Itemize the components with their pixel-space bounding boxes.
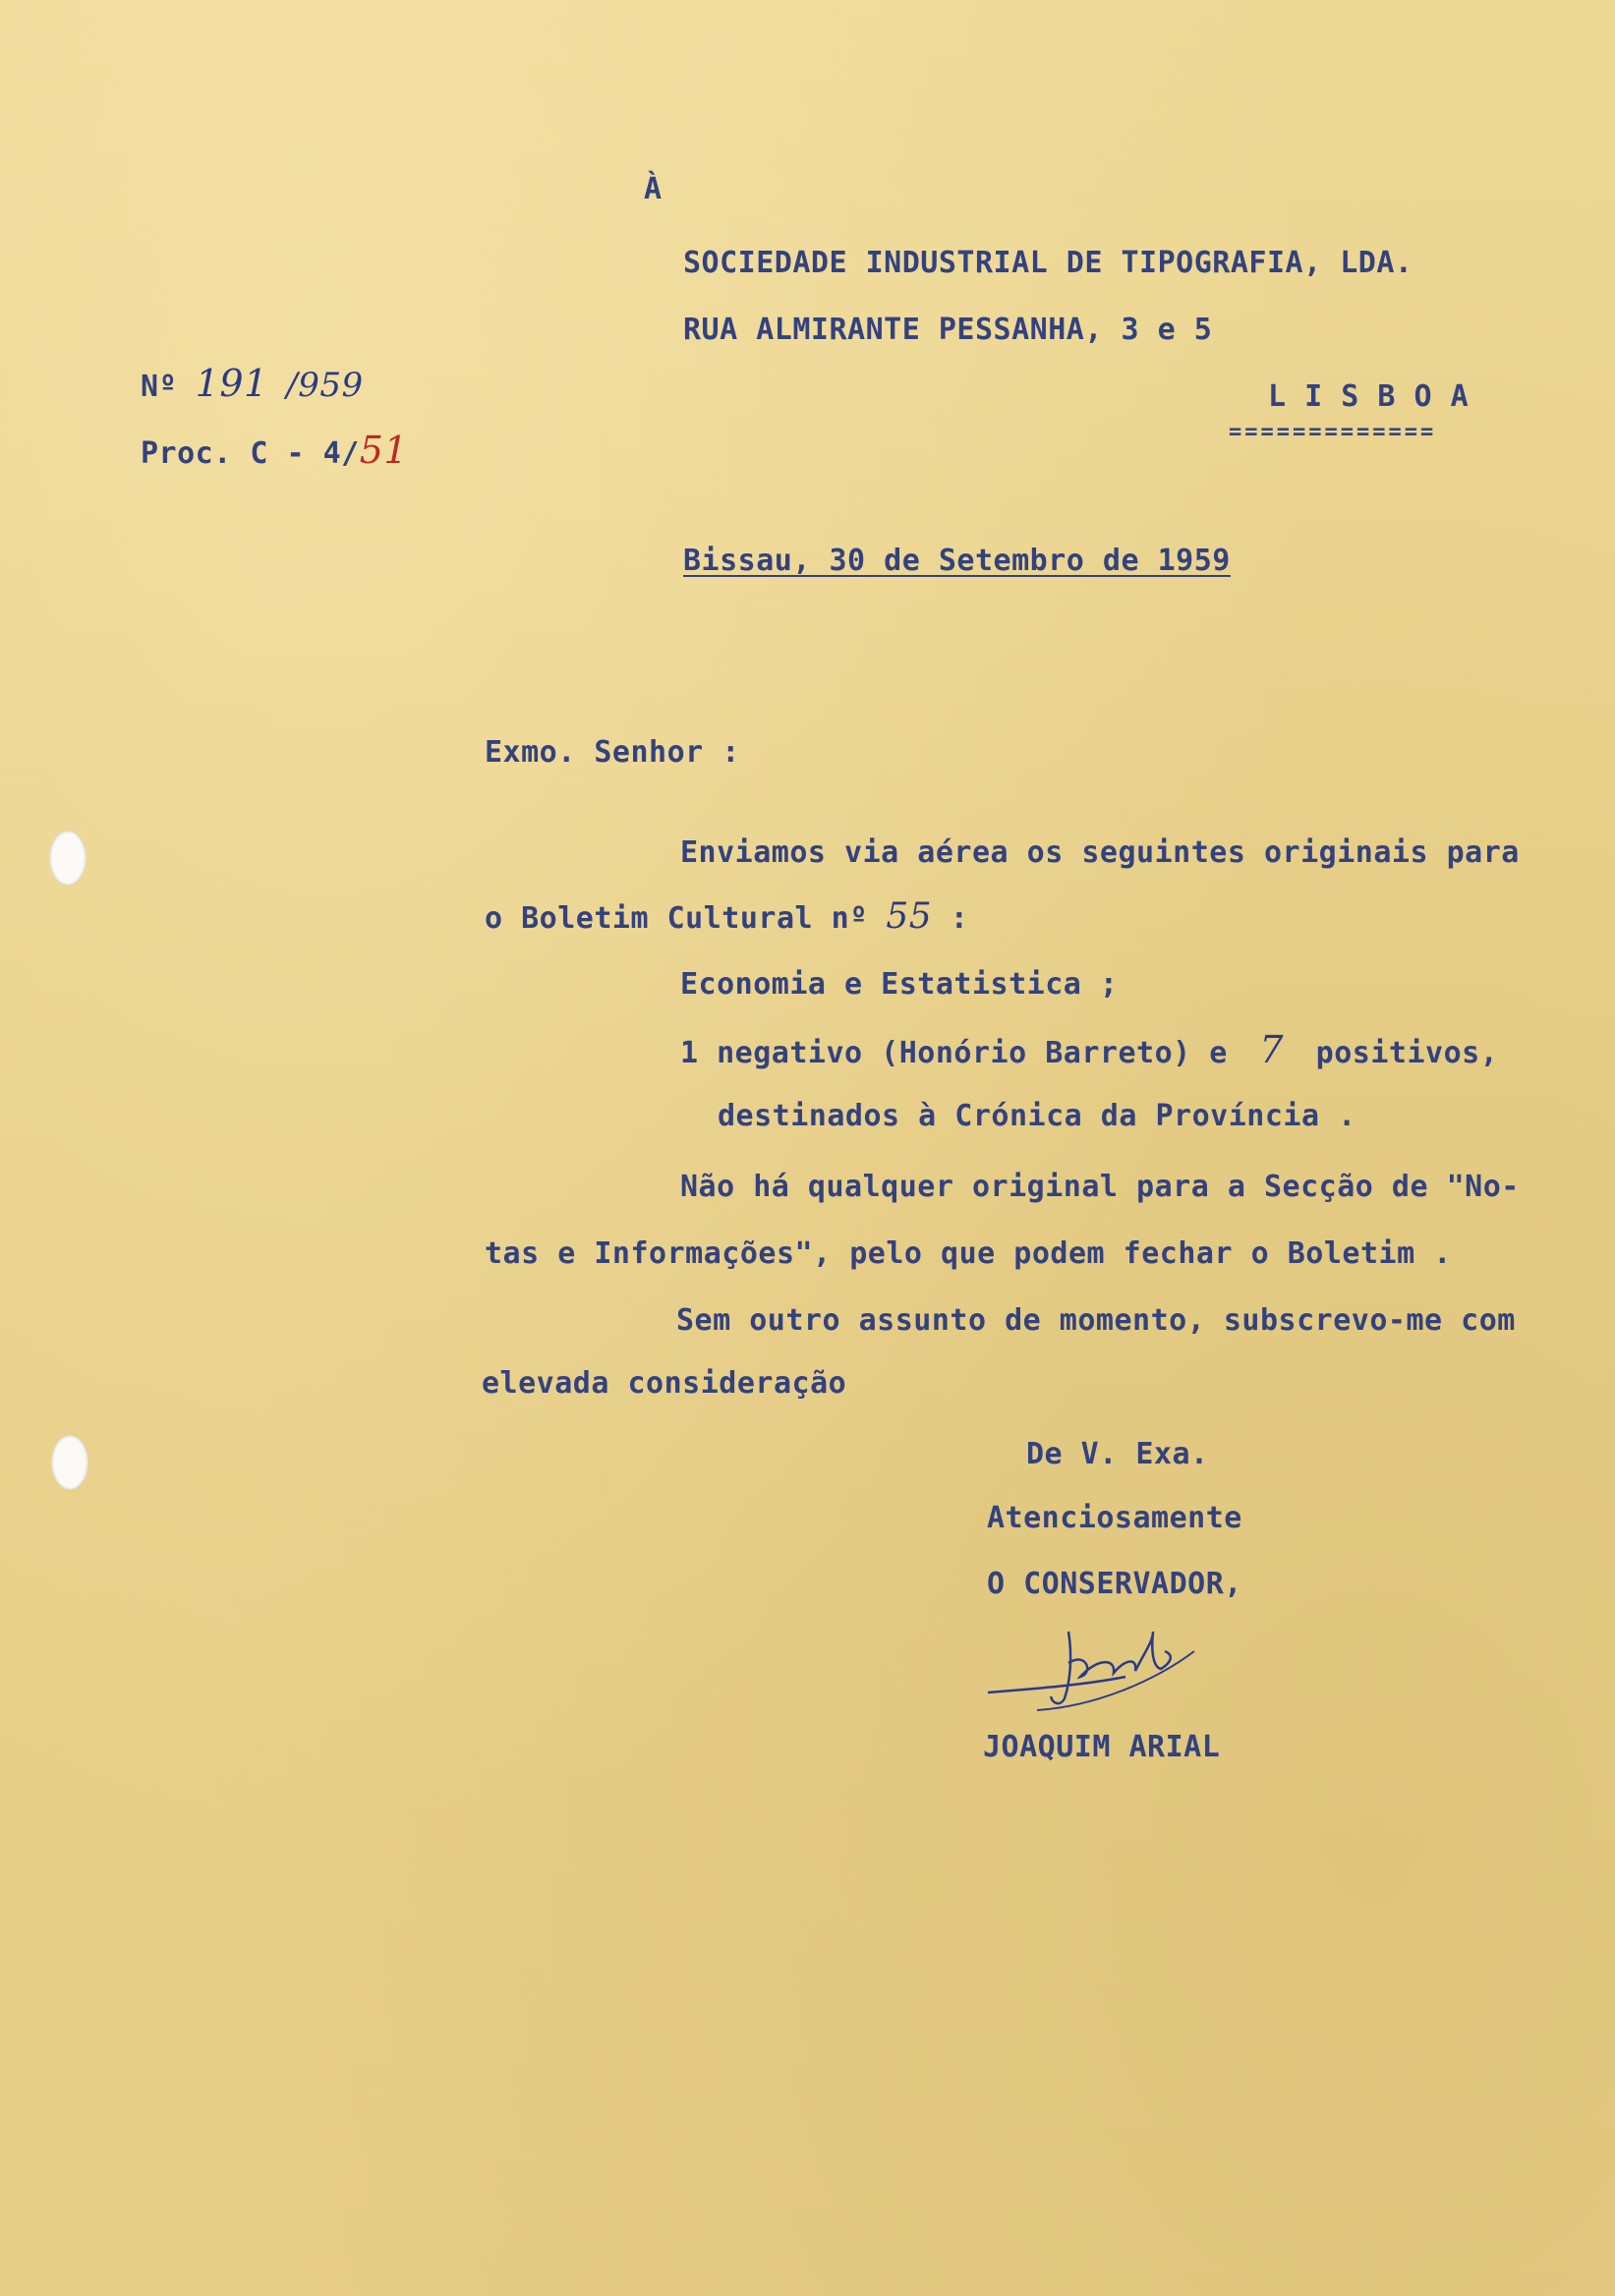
body-line-8: Sem outro assunto de momento, subscrevo-me com bbox=[676, 1303, 1516, 1338]
addressee-city: L I S B O A bbox=[1268, 379, 1470, 414]
signature bbox=[978, 1612, 1273, 1730]
reference-number-year: /959 bbox=[286, 366, 364, 405]
closing-line-1: De V. Exa. bbox=[1026, 1437, 1209, 1471]
closing-line-3: O CONSERVADOR, bbox=[987, 1567, 1242, 1601]
body-line-2-suffix: : bbox=[950, 901, 969, 936]
reference-number-prefix: Nº bbox=[141, 370, 178, 404]
signatory-name: JOAQUIM ARIAL bbox=[983, 1730, 1221, 1764]
process-reference bbox=[141, 429, 409, 472]
salutation-mark: À bbox=[644, 172, 663, 206]
body-line-9: elevada consideração bbox=[482, 1366, 847, 1401]
process-correction: 51 bbox=[359, 429, 409, 472]
positives-count-handwritten: 7 bbox=[1259, 1028, 1285, 1071]
process-prefix: Proc. C - 4/ bbox=[141, 436, 360, 471]
body-line-4-prefix: 1 negativo (Honório Barreto) e bbox=[680, 1036, 1228, 1070]
letter-date: Bissau, 30 de Setembro de 1959 bbox=[683, 544, 1231, 578]
body-line-5: destinados à Crónica da Província . bbox=[718, 1099, 1356, 1133]
body-line-4-suffix: positivos, bbox=[1315, 1036, 1499, 1070]
body-line-2 bbox=[485, 896, 969, 937]
body-line-3: Economia e Estatistica ; bbox=[680, 967, 1119, 1002]
punch-hole-bottom bbox=[51, 1435, 88, 1490]
body-line-1: Enviamos via aérea os seguintes originais para bbox=[680, 835, 1520, 870]
addressee-company: SOCIEDADE INDUSTRIAL DE TIPOGRAFIA, LDA. bbox=[683, 246, 1413, 280]
body-line-2-prefix: o Boletim Cultural nº bbox=[485, 901, 868, 936]
punch-hole-top bbox=[49, 831, 87, 886]
body-line-4 bbox=[680, 1028, 1499, 1071]
body-line-6: Não há qualquer original para a Secção de "No- bbox=[680, 1170, 1520, 1204]
city-underline: ============= bbox=[1229, 420, 1437, 444]
addressee-address: RUA ALMIRANTE PESSANHA, 3 e 5 bbox=[683, 313, 1213, 347]
bulletin-number-handwritten: 55 bbox=[886, 896, 933, 937]
greeting: Exmo. Senhor : bbox=[485, 735, 740, 770]
body-line-7: tas e Informações", pelo que podem fechar o Boletim . bbox=[485, 1236, 1452, 1271]
reference-number-handwritten: 191 bbox=[195, 362, 268, 405]
reference-number bbox=[141, 362, 364, 405]
closing-line-2: Atenciosamente bbox=[987, 1501, 1242, 1535]
